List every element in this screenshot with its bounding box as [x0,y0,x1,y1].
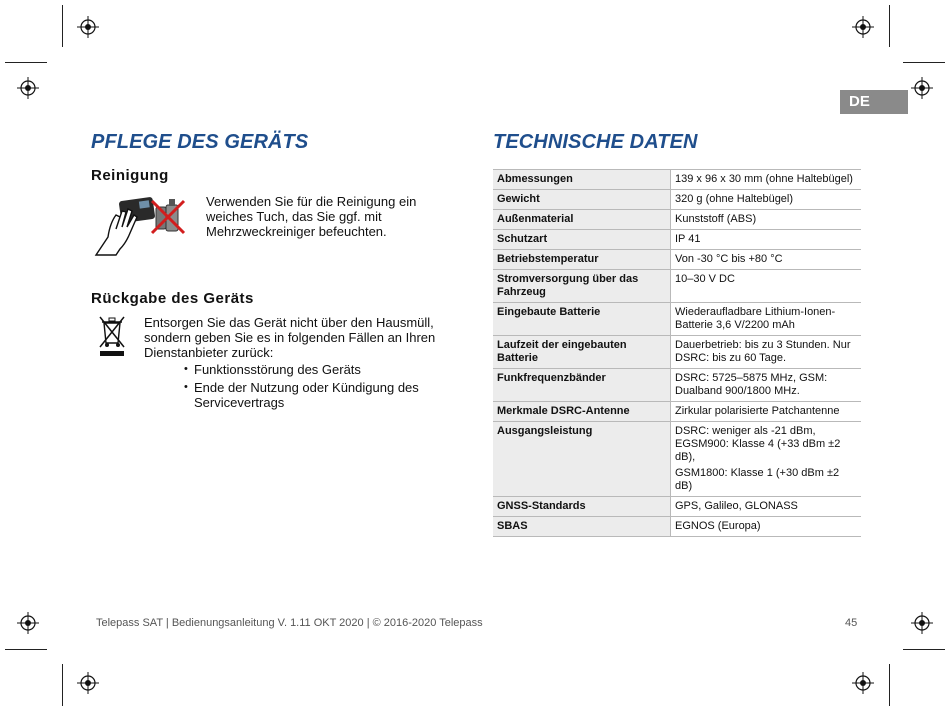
spec-value-paragraph [675,253,857,266]
bullet-text: • Ende der Nutzung oder Kündigung des [194,380,419,395]
spec-label [493,270,671,303]
footer-text: Telepass SAT | Bedienungsanleitung V. 1.11 OKT 2020 | © 2016-2020 Telepass [96,617,483,629]
spec-value-line: DSRC: weniger als -21 dBm, [675,425,816,437]
spec-value [671,497,862,517]
language-tab: DE [840,90,908,114]
table-row [493,250,861,270]
cleaning-instructions [206,194,416,239]
spec-value-paragraph [675,173,857,186]
spec-value [671,270,862,303]
spec-value-line: DSRC: bis zu 60 Tage. [675,352,787,364]
bullet-text: Servicevertrags [194,395,285,410]
spec-label [493,517,671,537]
spec-value-paragraph [675,193,857,206]
spec-value [671,190,862,210]
spec-value-line: dB), [675,451,696,463]
spec-label [493,422,671,497]
registration-mark-icon [77,672,99,694]
table-row [493,422,861,497]
crop-mark [62,664,63,706]
spec-label [493,369,671,402]
spec-label-line: Gewicht [497,193,540,205]
spec-value-line: DSRC: 5725–5875 MHz, GSM: [675,372,828,384]
spec-value [671,170,862,190]
return-conditions-list [184,362,419,413]
registration-mark-icon [911,77,933,99]
spec-label-line: Stromversorgung über das [497,273,639,285]
spec-value-paragraph [675,500,857,513]
cleaning-hand-icon [92,193,192,257]
text-line: weiches Tuch, das Sie ggf. mit [206,209,382,224]
registration-mark-icon [852,672,874,694]
text-line: Mehrzweckreiniger befeuchten. [206,224,387,239]
spec-label-line: Abmessungen [497,173,573,185]
list-item [184,362,419,377]
spec-value-line: 10–30 V DC [675,273,735,285]
spec-value [671,517,862,537]
spec-value-paragraph [675,520,857,533]
spec-value-paragraph [675,339,857,365]
table-row [493,170,861,190]
spec-value-line: Zirkular polarisierte Patchantenne [675,405,840,417]
crop-mark [5,62,47,63]
spec-value [671,250,862,270]
spec-value-line: Kunststoff (ABS) [675,213,757,225]
spec-value-line: EGSM900: Klasse 4 (+33 dBm ±2 [675,438,841,450]
spec-label [493,303,671,336]
technical-data-title: TECHNISCHE DATEN [493,131,698,153]
registration-mark-icon [911,612,933,634]
spec-value-line: Wiederaufladbare Lithium-Ionen- [675,306,836,318]
spec-value-paragraph [675,425,857,464]
spec-label-line: Batterie [497,352,538,364]
registration-mark-icon [77,16,99,38]
spec-label-line: Außenmaterial [497,213,574,225]
spec-value-paragraph [675,213,857,226]
spec-label [493,170,671,190]
crop-mark [5,649,47,650]
spec-value [671,303,862,336]
table-row [493,517,861,537]
table-row [493,190,861,210]
bullet-text: • Funktionsstörung des Geräts [194,362,361,377]
spec-value-paragraph [675,273,857,286]
crop-mark [903,649,945,650]
spec-label-line: SBAS [497,520,528,532]
spec-label [493,250,671,270]
spec-value-line: IP 41 [675,233,701,245]
spec-label-line: Laufzeit der eingebauten [497,339,627,351]
spec-label [493,230,671,250]
spec-value-line: EGNOS (Europa) [675,520,761,532]
spec-value-line: 139 x 96 x 30 mm (ohne Haltebügel) [675,173,853,185]
spec-label [493,190,671,210]
spec-label [493,336,671,369]
table-row [493,270,861,303]
spec-value [671,230,862,250]
text-line: Verwenden Sie für die Reinigung ein [206,194,417,209]
spec-value-paragraph [675,372,857,398]
table-row [493,303,861,336]
spec-value-line: GPS, Galileo, GLONASS [675,500,798,512]
text-line: sondern geben Sie es in folgenden Fällen an Ihren [144,330,436,345]
spec-value-line: Von -30 °C bis +80 °C [675,253,783,265]
spec-value-line: Dualband 900/1800 MHz. [675,385,800,397]
spec-value-line: Dauerbetrieb: bis zu 3 Stunden. Nur [675,339,851,351]
spec-value [671,402,862,422]
page-number: 45 [845,617,858,629]
crop-mark [889,664,890,706]
registration-mark-icon [17,77,39,99]
spec-value-line: dB) [675,480,693,492]
table-row [493,497,861,517]
table-row [493,369,861,402]
crop-mark [903,62,945,63]
spec-label [493,497,671,517]
registration-mark-icon [852,16,874,38]
crop-mark [889,5,890,47]
spec-value-paragraph [675,467,857,493]
crop-mark [62,5,63,47]
cleaning-heading: Reinigung [91,167,169,184]
table-row [493,336,861,369]
spec-label-line: Eingebaute Batterie [497,306,601,318]
spec-value [671,336,862,369]
text-line: Dienstanbieter zurück: [144,345,274,360]
spec-value [671,210,862,230]
return-heading: Rückgabe des Geräts [91,290,254,307]
spec-value-line: 320 g (ohne Haltebügel) [675,193,794,205]
spec-label-line: Fahrzeug [497,286,546,298]
spec-label-line: Schutzart [497,233,548,245]
spec-value [671,369,862,402]
spec-value-line: Batterie 3,6 V/2200 mAh [675,319,795,331]
list-item [184,380,419,410]
spec-value-line: GSM1800: Klasse 1 (+30 dBm ±2 [675,467,840,479]
table-row [493,402,861,422]
spec-label [493,210,671,230]
spec-label-line: Funkfrequenzbänder [497,372,606,384]
spec-label-line: Merkmale DSRC-Antenne [497,405,630,417]
table-row [493,210,861,230]
spec-value-paragraph [675,306,857,332]
spec-label-line: Ausgangsleistung [497,425,593,437]
spec-label-line: GNSS-Standards [497,500,586,512]
spec-value-paragraph [675,405,857,418]
table-row [493,230,861,250]
text-line: Entsorgen Sie das Gerät nicht über den Hausmüll, [144,315,434,330]
spec-value-paragraph [675,233,857,246]
registration-mark-icon [17,612,39,634]
care-section-title: PFLEGE DES GERÄTS [91,131,309,153]
spec-value [671,422,862,497]
return-instructions [144,315,435,360]
spec-label-line: Betriebstemperatur [497,253,599,265]
spec-table [493,169,861,537]
spec-label [493,402,671,422]
weee-crossed-bin-icon [98,315,126,357]
